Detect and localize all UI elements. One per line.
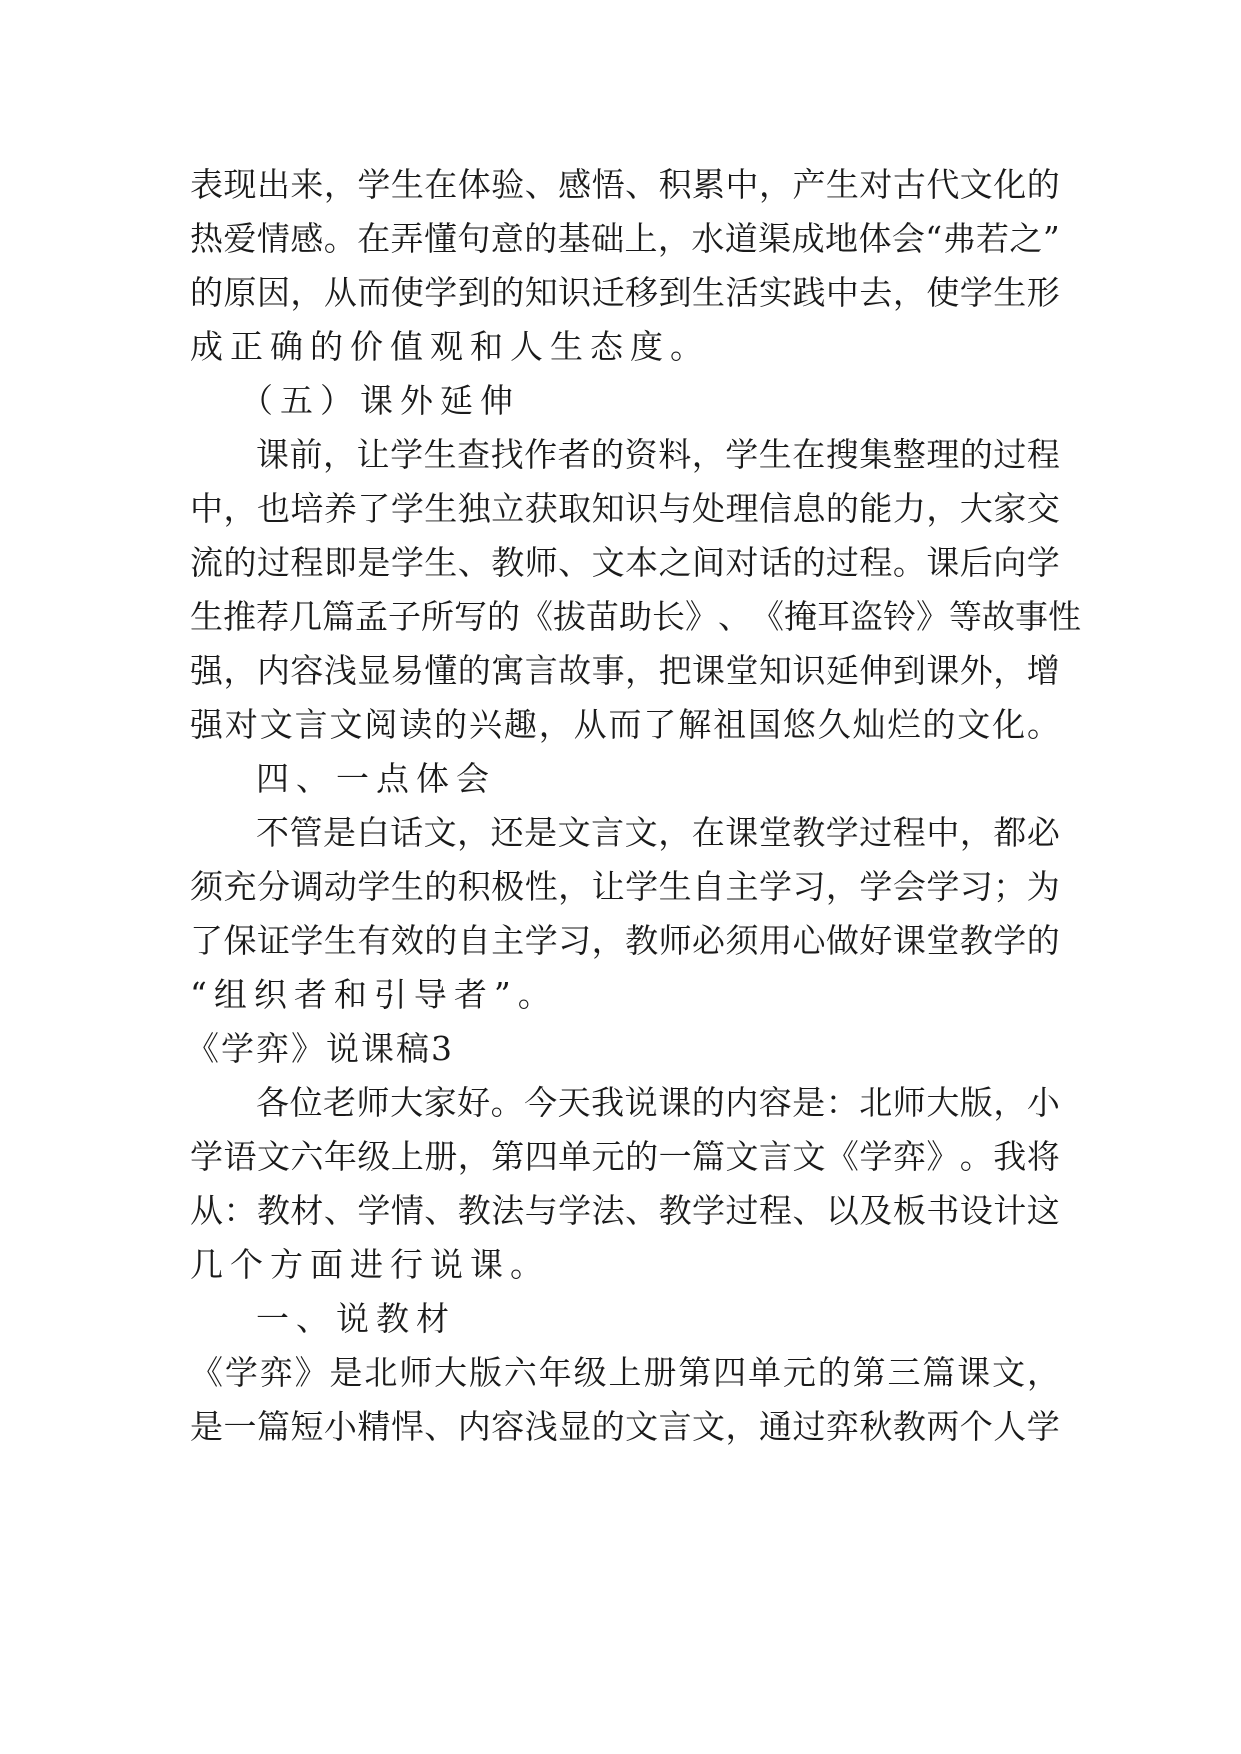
text-line: 流 的 过 程 即 是 学 生 、 教 师 、 文 本 之 间 对 话 的 过 程 。 课 后 向 学 [190, 543, 1060, 582]
text-line: 《 学 弈 》 是 北 师 大 版 六 年 级 上 册 第 四 单 元 的 第 三 篇 课 文 ， [190, 1353, 1060, 1392]
text-line: “组织者和引导者”。 [190, 975, 558, 1014]
text-line: 须 充 分 调 动 学 生 的 积 极 性 ， 让 学 生 自 主 学 习 ， 学 会 学 习 ； 为 [190, 867, 1060, 906]
text-line: 了 保 证 学 生 有 效 的 自 主 学 习 ， 教 师 必 须 用 心 做 好 课 堂 教 学 的 [190, 921, 1060, 960]
text-line: 强 ， 内 容 浅 显 易 懂 的 寓 言 故 事 ， 把 课 堂 知 识 延 伸 到 课 外 ， 增 [190, 651, 1060, 690]
section-heading: 四、一点体会 [256, 759, 496, 798]
text-line: 热 爱 情 感 。 在 弄 懂 句 意 的 基 础 上 ， 水 道 渠 成 地 体 会 “ 弗 若 之 ” [190, 219, 1060, 258]
document-body [186, 158, 1081, 1454]
text-line: 强 对 文 言 文 阅 读 的 兴 趣 ， 从 而 了 解 祖 国 悠 久 灿 烂 的 文 化 。 [190, 705, 1060, 744]
text-line: 几个方面进行说课。 [190, 1245, 550, 1284]
paragraph-first-line: 不 管 是 白 话 文 ， 还 是 文 言 文 ， 在 课 堂 教 学 过 程 中 ， 都 必 [256, 813, 1060, 852]
section-heading: （五）课外延伸 [240, 381, 520, 420]
paragraph-first-line: 课 前 ， 让 学 生 查 找 作 者 的 资 料 ， 学 生 在 搜 集 整 理 的 过 程 [256, 435, 1060, 474]
paragraph-first-line: 各 位 老 师 大 家 好 。 今 天 我 说 课 的 内 容 是 ： 北 师 大 版 ， 小 [256, 1083, 1060, 1122]
text-line: 学 语 文 六 年 级 上 册 ， 第 四 单 元 的 一 篇 文 言 文 《 学 弈 》 。 我 将 [190, 1137, 1060, 1176]
document-title: 《学弈》说课稿3 [186, 1029, 454, 1068]
section-heading: 一、说教材 [256, 1299, 456, 1338]
text-line: 生 推 荐 几 篇 孟 子 所 写 的 《 拔 苗 助 长 》 、 《 掩 耳 盗 铃 》 等 故 事 性 [190, 597, 1081, 636]
text-line: 表 现 出 来 ， 学 生 在 体 验 、 感 悟 、 积 累 中 ， 产 生 对 古 代 文 化 的 [190, 165, 1060, 204]
text-line: 的 原 因 ， 从 而 使 学 到 的 知 识 迁 移 到 生 活 实 践 中 去 ， 使 学 生 形 [190, 273, 1060, 312]
text-line: 是 一 篇 短 小 精 悍 、 内 容 浅 显 的 文 言 文 ， 通 过 弈 秋 教 两 个 人 学 [190, 1407, 1060, 1446]
text-line: 中 ， 也 培 养 了 学 生 独 立 获 取 知 识 与 处 理 信 息 的 能 力 ， 大 家 交 [190, 489, 1060, 528]
text-line: 成正确的价值观和人生态度。 [190, 327, 710, 366]
text-line: 从 ： 教 材 、 学 情 、 教 法 与 学 法 、 教 学 过 程 、 以 及 板 书 设 计 这 [190, 1191, 1060, 1230]
